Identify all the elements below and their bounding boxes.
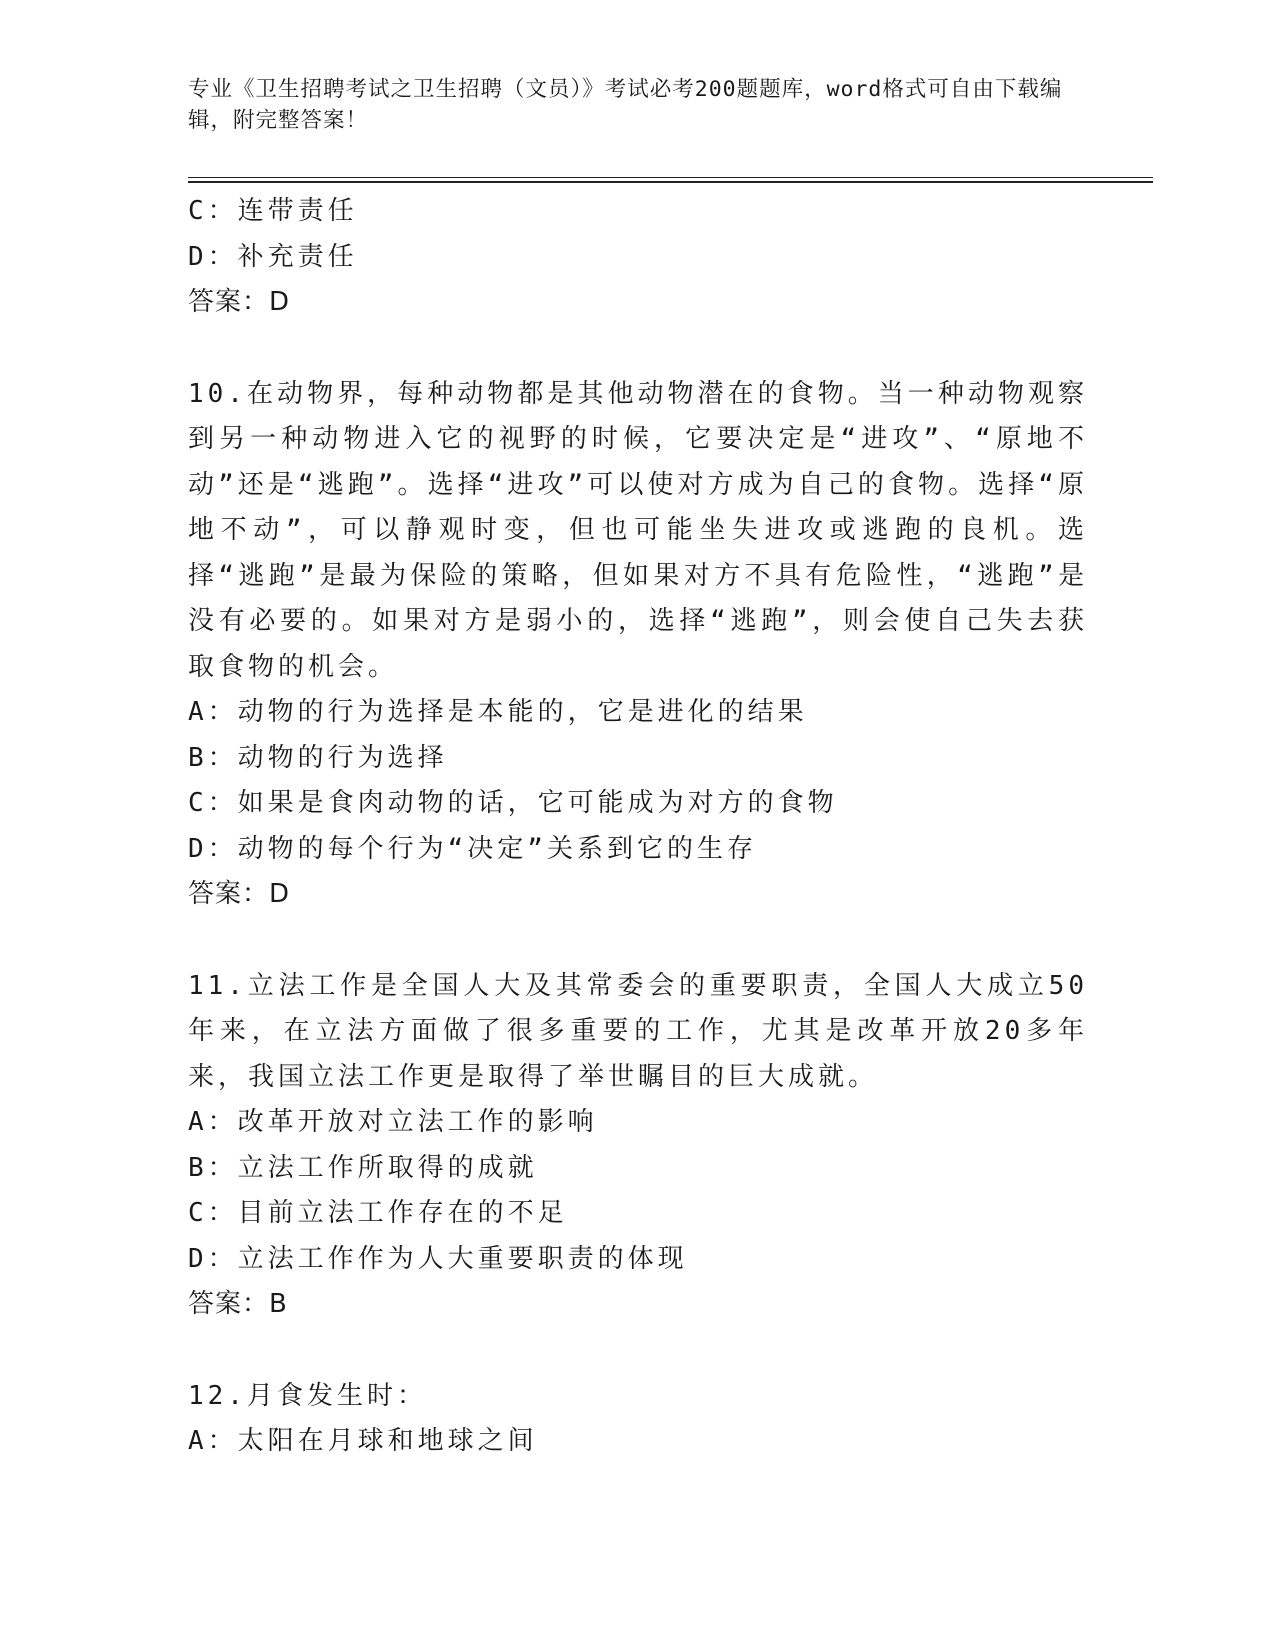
option-b: B：立法工作所取得的成就 [188, 1152, 538, 1183]
spacer [188, 326, 1088, 372]
header-divider-thin [188, 177, 1153, 178]
option-a: A：太阳在月球和地球之间 [188, 1426, 538, 1456]
answer-line: 答案：D [188, 879, 291, 909]
spacer [188, 1328, 1088, 1374]
option-d: D：补充责任 [188, 241, 358, 272]
option-a: A：动物的行为选择是本能的，它是进化的结果 [188, 697, 808, 727]
question-stem: 12.月食发生时： [188, 1380, 427, 1411]
option-a: A：改革开放对立法工作的影响 [188, 1107, 598, 1137]
header-divider-thick [188, 181, 1153, 183]
document-header: 专业《卫生招聘考试之卫生招聘（文员）》考试必考200题题库，word格式可自由下载编辑，附完整答案！ [188, 77, 1063, 133]
document-page [188, 0, 1153, 1650]
option-d: D：动物的每个行为“决定”关系到它的生存 [188, 833, 757, 864]
document-body [188, 189, 1088, 1465]
option-c: C：连带责任 [188, 196, 358, 226]
option-d: D：立法工作作为人大重要职责的体现 [188, 1243, 688, 1274]
answer-line: 答案：B [188, 1289, 288, 1319]
question-stem: 10.在动物界，每种动物都是其他动物潜在的食物。当一种动物观察到另一种动物进入它的视野的时候，它要决定是“进攻”、“原地不动”还是“逃跑”。选择“进攻”可以使对方成为自己的食物。选择“原地不动”，可以静观时变，但也可能坐失进攻或逃跑的良机。选择“逃跑”是最为保险的策略，但如果对方不具有危险性，“逃跑”是没有必要的。如果对方是弱小的，选择“逃跑”，则会使自己失去获取食物的机会。 [188, 378, 1088, 682]
option-c: C：目前立法工作存在的不足 [188, 1198, 568, 1228]
answer-line: 答案：D [188, 287, 291, 317]
option-b: B：动物的行为选择 [188, 742, 448, 773]
question-stem: 11.立法工作是全国人大及其常委会的重要职责，全国人大成立50年来，在立法方面做了很多重要的工作，尤其是改革开放20多年来，我国立法工作更是取得了举世瞩目的巨大成就。 [188, 970, 1088, 1092]
spacer [188, 918, 1088, 964]
option-c: C：如果是食肉动物的话，它可能成为对方的食物 [188, 788, 838, 818]
